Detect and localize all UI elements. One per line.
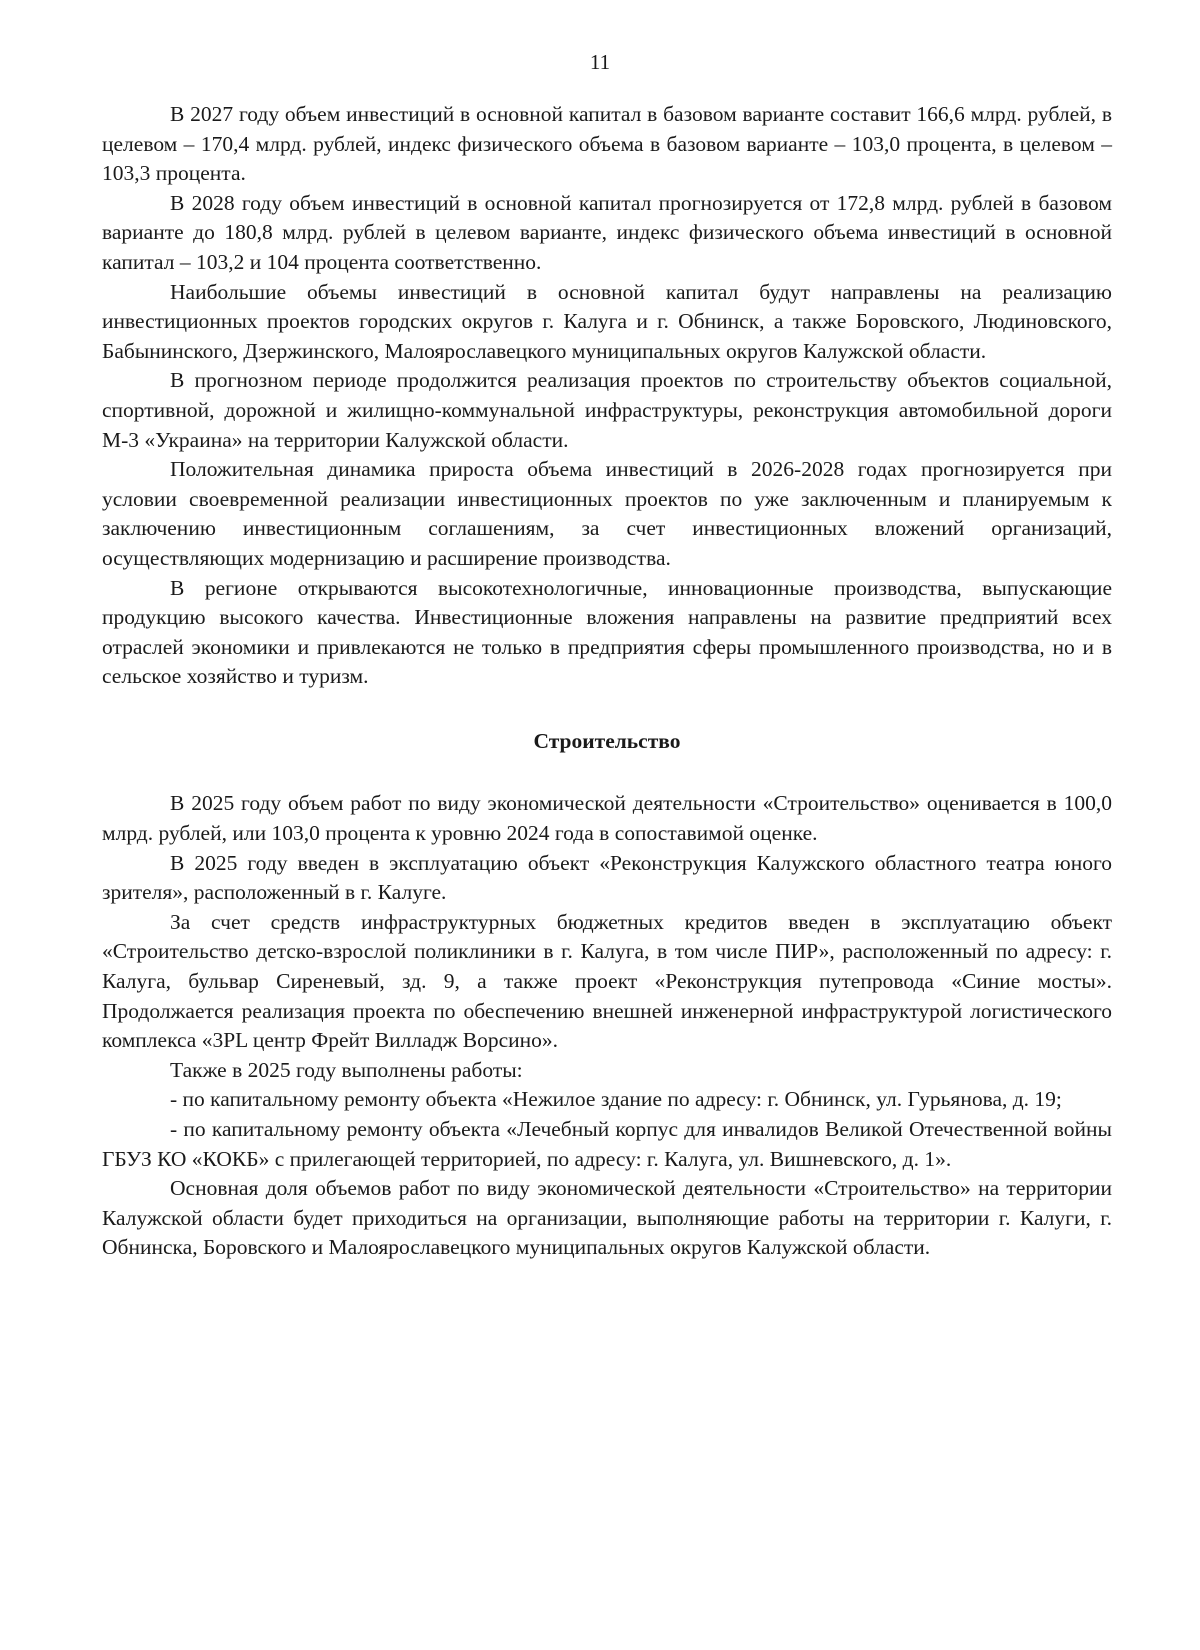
paragraph-construction-works-intro: Также в 2025 году выполнены работы: bbox=[170, 1057, 523, 1082]
list-item-repair-kaluga: - по капитальному ремонту объекта «Лечебный корпус для инвалидов Великой Отечественной войны ГБУЗ КО «КОКБ» с прилегающей территорией, по адресу: г. Калуга, ул. Вишневского, д. 1». bbox=[102, 1117, 1112, 1171]
paragraph-investment-forecast-projects: В прогнозном периоде продолжится реализация проектов по строительству объектов социальной, спортивной, дорожной и жилищно-коммунальной инфраструктуры, реконструкция автомобильной дороги М-3 «Украина» на территории Калужской области. bbox=[102, 368, 1112, 452]
section-heading-construction: Строительство bbox=[533, 728, 681, 753]
paragraph-construction-theatre: В 2025 году введен в эксплуатацию объект «Реконструкция Калужского областного театра юного зрителя», расположенный в г. Калуге. bbox=[102, 850, 1112, 905]
paragraph-construction-main-share: Основная доля объемов работ по виду экономической деятельности «Строительство» на территории Калужской области будет приходиться на организации, выполняющие работы на территории г. Калуги, г. Обнинска, Боровского и Малоярославецкого муниципальных округов Калужской области. bbox=[102, 1176, 1112, 1260]
document-body bbox=[102, 100, 1112, 1263]
page-number: 11 bbox=[589, 50, 611, 74]
list-item-repair-obninsk: - по капитальному ремонту объекта «Нежилое здание по адресу: г. Обнинск, ул. Гурьянова, д. 19; bbox=[170, 1087, 1062, 1112]
paragraph-investment-2028: В 2028 году объем инвестиций в основной капитал прогнозируется от 172,8 млрд. рублей в базовом варианте до 180,8 млрд. рублей в целевом варианте, индекс физического объема инвестиций в основной капитал – 103,2 и 104 процента соответственно. bbox=[102, 190, 1112, 274]
paragraph-investment-largest-volumes: Наибольшие объемы инвестиций в основной капитал будут направлены на реализацию инвестиционных проектов городских округов г. Калуга и г. Обнинск, а также Боровского, Людиновского, Бабынинского, Дзержинского, Малоярославецкого муниципальных округов Калужской области. bbox=[102, 279, 1112, 363]
paragraph-investment-dynamics: Положительная динамика прироста объема инвестиций в 2026-2028 годах прогнозируется при условии своевременной реализации инвестиционных проектов по уже заключенным и планируемым к заключению инвестиционным соглашениям, за счет инвестиционных вложений организаций, осуществляющих модернизацию и расширение производства. bbox=[102, 457, 1112, 570]
paragraph-investment-hightech: В регионе открываются высокотехнологичные, инновационные производства, выпускающие продукцию высокого качества. Инвестиционные вложения направлены на развитие предприятий всех отраслей экономики и привлекаются не только в предприятия сферы промышленного производства, но и в сельское хозяйство и туризм. bbox=[102, 575, 1112, 689]
paragraph-construction-volume: В 2025 году объем работ по виду экономической деятельности «Строительство» оценивается в 100,0 млрд. рублей, или 103,0 процента к уровню 2024 года в сопоставимой оценке. bbox=[102, 791, 1112, 846]
paragraph-investment-2027: В 2027 году объем инвестиций в основной капитал в базовом варианте составит 166,6 млрд. рублей, в целевом – 170,4 млрд. рублей, индекс физического объема в базовом варианте – 103,0 процента, в целевом – 103,3 процента. bbox=[102, 102, 1112, 186]
paragraph-construction-infrastructure-credits: За счет средств инфраструктурных бюджетных кредитов введен в эксплуатацию объект «Строительство детско-взрослой поликлиники в г. Калуга, в том числе ПИР», расположенный по адресу: г. Калуга, бульвар Сиреневый, зд. 9, а также проект «Реконструкция путепровода «Синие мосты». Продолжается реализация проекта по обеспечению внешней инженерной инфраструктурой логистического комплекса «3PL центр Фрейт Вилладж Ворсино». bbox=[102, 909, 1112, 1053]
